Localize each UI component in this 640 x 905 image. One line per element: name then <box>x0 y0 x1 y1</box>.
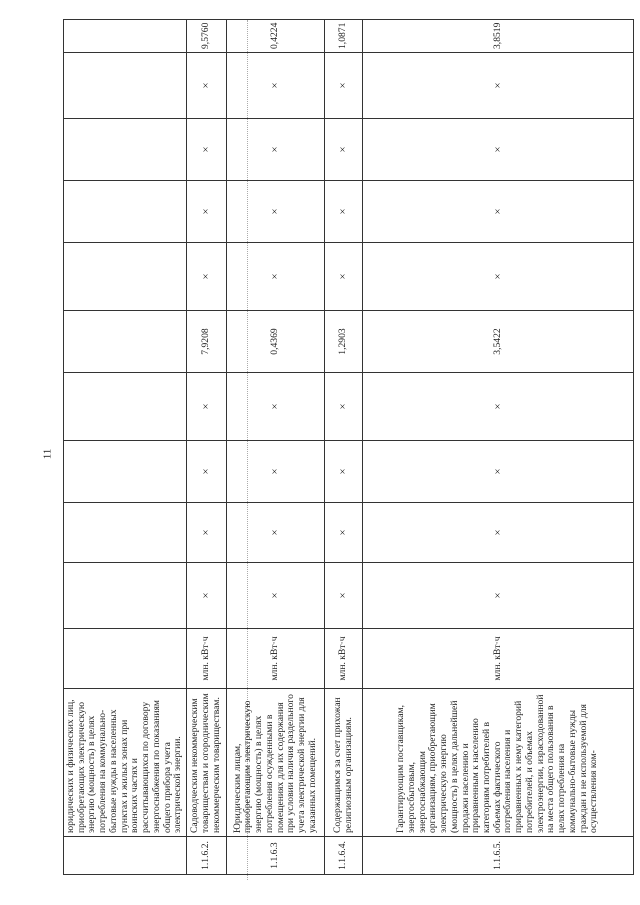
row-description: Садоводческим некоммерческим товариществам и огородническим некоммерческим товариществам. <box>187 689 227 837</box>
row-value-col-13: 0,4224 <box>227 20 325 53</box>
row-cell-7 <box>64 373 187 441</box>
row-cell-6: × <box>187 441 227 503</box>
row-description: юридических и физических лиц, приобретающих электрическую энергию (мощность) в целях потребления на коммунально-бытовые нужды в населенных пунктах и жилых зонах при воинских частях и рассчитывающихся по договору энергоснабжения по показаниям общего прибора учета электрической энергии. <box>64 689 187 837</box>
row-number: 1.1.6.3 <box>227 837 325 875</box>
row-cell-12: × <box>325 53 363 119</box>
table-body <box>64 20 634 875</box>
row-value-col-13 <box>64 20 187 53</box>
row-cell-6: × <box>227 441 325 503</box>
row-cell-7: × <box>325 373 363 441</box>
row-cell-10: × <box>187 181 227 243</box>
row-cell-9 <box>64 243 187 311</box>
row-cell-5: × <box>325 503 363 563</box>
row-cell-9: × <box>325 243 363 311</box>
row-cell-5: × <box>227 503 325 563</box>
row-description: Юридическим лицам, приобретающим электрическую энергию (мощность) в целях потребления осужденными в помещениях для их содержания при условии наличия раздельного учета электрической энергии для указанных помещений. <box>227 689 325 837</box>
row-unit: млн. кВт·ч <box>187 629 227 689</box>
row-cell-12: × <box>187 53 227 119</box>
row-number <box>64 837 187 875</box>
row-cell-11: × <box>227 119 325 181</box>
row-description: Содержащимся за счет прихожан религиозным организациям. <box>325 689 363 837</box>
row-number: 1.1.6.2. <box>187 837 227 875</box>
row-cell-4: × <box>363 563 634 629</box>
row-value-col-8: 0,4369 <box>227 311 325 373</box>
row-cell-6 <box>64 441 187 503</box>
row-cell-4: × <box>325 563 363 629</box>
row-value-col-8 <box>64 311 187 373</box>
row-cell-4 <box>64 563 187 629</box>
row-value-col-8: 7,9208 <box>187 311 227 373</box>
row-unit: млн. кВт·ч <box>363 629 634 689</box>
row-cell-7: × <box>187 373 227 441</box>
row-unit: млн. кВт·ч <box>325 629 363 689</box>
row-cell-11 <box>64 119 187 181</box>
row-value-col-13: 1,0871 <box>325 20 363 53</box>
row-cell-10: × <box>325 181 363 243</box>
table-row <box>64 20 187 875</box>
row-number: 1.1.6.4. <box>325 837 363 875</box>
row-cell-5: × <box>187 503 227 563</box>
row-cell-4: × <box>227 563 325 629</box>
row-cell-12 <box>64 53 187 119</box>
row-unit: млн. кВт·ч <box>227 629 325 689</box>
row-cell-10: × <box>227 181 325 243</box>
row-cell-12: × <box>227 53 325 119</box>
row-value-col-13: 9,5760 <box>187 20 227 53</box>
row-cell-7: × <box>227 373 325 441</box>
row-cell-6: × <box>325 441 363 503</box>
row-cell-9: × <box>227 243 325 311</box>
row-value-col-8: 1,2903 <box>325 311 363 373</box>
row-value-col-8: 3,5422 <box>363 311 634 373</box>
row-cell-4: × <box>187 563 227 629</box>
row-value-col-13: 3,8519 <box>363 20 634 53</box>
table-row <box>187 20 227 875</box>
row-cell-5: × <box>363 503 634 563</box>
row-cell-9: × <box>363 243 634 311</box>
row-cell-9: × <box>187 243 227 311</box>
row-description: Гарантирующим поставщикам, энергосбытовым, энергоснабжающим организациям, приобретающим электрическую энергию (мощность) в целях дальнейшей продажи населению и приравненным к населению категориям потребителей в объемах фактического потребления населения и приравненных к нему категорий потребителей, и объемах электроэнергии, израсходованной на места общего пользования в целях потребления на коммунально-бытовые нужды граждан и не используемой для осуществления ком- <box>363 689 634 837</box>
row-cell-5 <box>64 503 187 563</box>
row-cell-12: × <box>363 53 634 119</box>
table-row <box>227 20 325 875</box>
row-cell-11: × <box>363 119 634 181</box>
rotated-table-container <box>63 20 605 875</box>
row-cell-10 <box>64 181 187 243</box>
row-number: 1.1.6.5. <box>363 837 634 875</box>
row-cell-11: × <box>187 119 227 181</box>
table-row <box>325 20 363 875</box>
page-number: 11 <box>41 448 54 460</box>
row-cell-6: × <box>363 441 634 503</box>
row-cell-11: × <box>325 119 363 181</box>
table-row <box>363 20 634 875</box>
row-unit <box>64 629 187 689</box>
row-cell-7: × <box>363 373 634 441</box>
row-cell-10: × <box>363 181 634 243</box>
tariff-table <box>63 19 634 875</box>
